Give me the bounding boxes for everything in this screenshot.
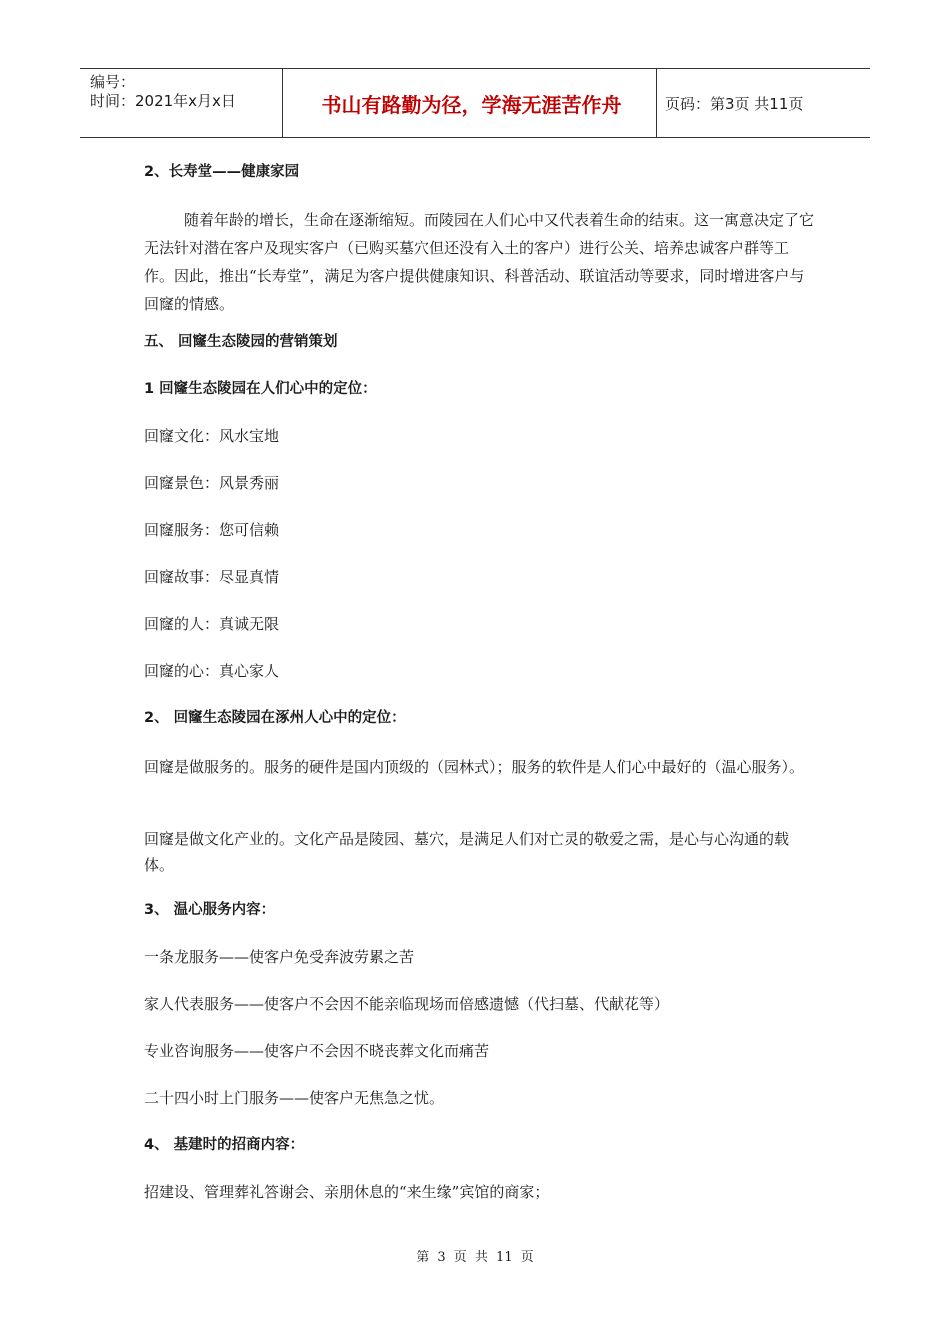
positioning-item: 回窿的人：真诚无限	[144, 615, 280, 633]
positioning-item: 回窿景色：风景秀丽	[144, 474, 280, 492]
paragraph-culture: 回窿是做文化产业的。文化产品是陵园、墓穴，是满足人们对亡灵的敬爱之需，是心与心沟通的载体。	[144, 830, 790, 874]
paragraph-investment: 招建设、管理葬礼答谢会、亲朋休息的“来生缘”宾馆的商家；	[144, 1183, 550, 1201]
service-item: 二十四小时上门服务——使客户无焦急之忧。	[144, 1089, 445, 1107]
service-item: 家人代表服务——使客户不会因不能亲临现场而倍感遗憾（代扫墓、代献花等）	[144, 995, 670, 1013]
page-header	[80, 68, 870, 138]
heading-positioning-1: 1 回窿生态陵园在人们心中的定位：	[144, 381, 377, 397]
header-time: 时间：2021年x月x日	[90, 92, 236, 110]
paragraph-longevity-hall: 随着年龄的增长，生命在逐渐缩短。而陵园在人们心中又代表着生命的结束。这一寓意决定了它无法针对潜在客户及现实客户（已购买墓穴但还没有入土的客户）进行公关、培养忠诚客户群等工作。因此，推出“长寿堂”，满足为客户提供健康知识、科普活动、联谊活动等要求，同时增进客户与回窿的情感。	[144, 211, 815, 313]
header-divider	[656, 69, 657, 137]
positioning-item: 回窿故事：尽显真情	[144, 568, 280, 586]
header-page-number: 页码：第3页 共11页	[665, 94, 804, 113]
heading-warm-service: 3、 温心服务内容：	[144, 902, 276, 918]
heading-positioning-2: 2、 回窿生态陵园在涿州人心中的定位：	[144, 710, 406, 726]
service-item: 专业咨询服务——使客户不会因不晓丧葬文化而痛苦	[144, 1042, 490, 1060]
service-item: 一条龙服务——使客户免受奔波劳累之苦	[144, 948, 415, 966]
paragraph-service: 回窿是做服务的。服务的硬件是国内顶级的（园林式）；服务的软件是人们心中最好的（温心服务）。	[144, 758, 805, 776]
header-motto: 书山有路勤为径，学海无涯苦作舟	[321, 92, 622, 117]
positioning-item: 回窿文化：风水宝地	[144, 427, 280, 445]
heading-investment: 4、 基建时的招商内容：	[144, 1137, 305, 1153]
positioning-item: 回窿的心：真心家人	[144, 662, 280, 680]
positioning-item: 回窿服务：您可信赖	[144, 521, 280, 539]
header-number: 编号：	[90, 73, 136, 91]
heading-longevity-hall: 2、长寿堂——健康家园	[144, 164, 300, 180]
heading-section-five: 五、 回窿生态陵园的营销策划	[144, 334, 338, 350]
header-meta	[90, 73, 236, 111]
page-footer: 第 3 页 共 11 页	[416, 1250, 534, 1265]
